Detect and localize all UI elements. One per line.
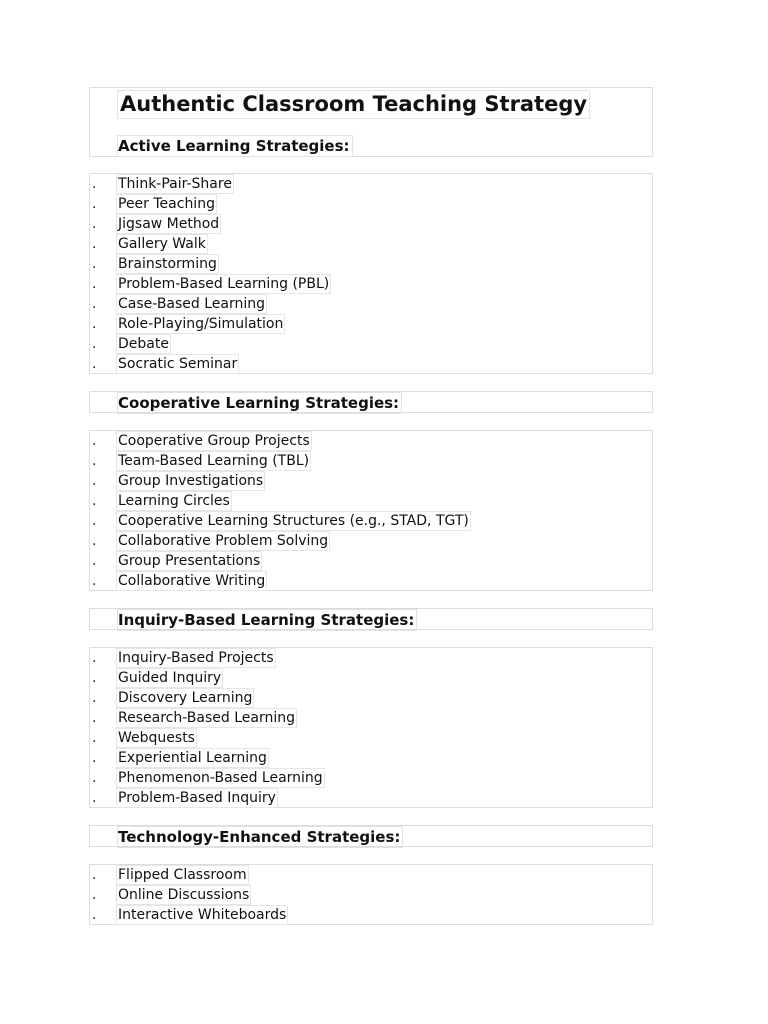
list-item-label: Online Discussions (118, 887, 250, 903)
list-item-label: Peer Teaching (118, 196, 215, 212)
list-item-label: Debate (118, 336, 169, 352)
bullet-marker: . (92, 453, 97, 469)
bullet-marker: . (92, 433, 97, 449)
section-heading-inquiry: Inquiry-Based Learning Strategies: (117, 609, 417, 631)
bullet-marker: . (92, 176, 97, 192)
list-item (90, 728, 652, 748)
bullet-marker: . (92, 296, 97, 312)
list-item-label: Learning Circles (118, 493, 230, 509)
bullet-marker: . (92, 553, 97, 569)
list-item-label: Phenomenon-Based Learning (118, 770, 323, 786)
list-item-label: Webquests (118, 730, 195, 746)
list-technology-enhanced (89, 864, 653, 925)
bullet-marker: . (92, 356, 97, 372)
list-item (90, 748, 652, 768)
bullet-marker: . (92, 887, 97, 903)
list-item-label: Collaborative Writing (118, 573, 266, 589)
list-item-label: Role-Playing/Simulation (118, 316, 284, 332)
list-item-label: Group Investigations (118, 473, 264, 489)
bullet-marker: . (92, 690, 97, 706)
list-item-label: Problem-Based Inquiry (118, 790, 276, 806)
list-item-label: Case-Based Learning (118, 296, 266, 312)
bullet-marker: . (92, 216, 97, 232)
list-inquiry-based-learning (89, 647, 653, 808)
bullet-marker: . (92, 513, 97, 529)
bullet-marker: . (92, 770, 97, 786)
list-item (90, 788, 652, 808)
list-item (90, 531, 652, 551)
bullet-marker: . (92, 710, 97, 726)
list-item-label: Gallery Walk (118, 236, 206, 252)
list-item-label: Group Presentations (118, 553, 261, 569)
list-item-label: Discovery Learning (118, 690, 253, 706)
bullet-marker: . (92, 867, 97, 883)
list-item-label: Guided Inquiry (118, 670, 222, 686)
bullet-marker: . (92, 473, 97, 489)
list-item-label: Flipped Classroom (118, 867, 247, 883)
list-cooperative-learning (89, 430, 653, 591)
section-heading-cooperative: Cooperative Learning Strategies: (117, 392, 402, 414)
list-item-label: Team-Based Learning (TBL) (118, 453, 310, 469)
bullet-marker: . (92, 256, 97, 272)
bullet-marker: . (92, 276, 97, 292)
title-block (89, 87, 653, 157)
bullet-marker: . (92, 236, 97, 252)
bullet-marker: . (92, 573, 97, 589)
list-item-label: Think-Pair-Share (118, 176, 232, 192)
list-item (90, 234, 652, 254)
list-item (90, 905, 652, 925)
bullet-marker: . (92, 336, 97, 352)
list-item (90, 334, 652, 354)
list-item (90, 471, 652, 491)
list-item (90, 254, 652, 274)
list-active-learning (89, 173, 653, 374)
bullet-marker: . (92, 790, 97, 806)
bullet-marker: . (92, 730, 97, 746)
list-item-label: Interactive Whiteboards (118, 907, 287, 923)
list-item (90, 174, 652, 194)
document-title: Authentic Classroom Teaching Strategy (117, 90, 590, 119)
list-item (90, 491, 652, 511)
list-item (90, 648, 652, 668)
list-item (90, 354, 652, 374)
list-item-label: Socratic Seminar (118, 356, 238, 372)
heading-block-inquiry (89, 608, 653, 630)
section-heading-technology: Technology-Enhanced Strategies: (117, 826, 403, 848)
heading-block-cooperative (89, 391, 653, 413)
list-item (90, 451, 652, 471)
list-item-label: Jigsaw Method (118, 216, 220, 232)
list-item-label: Cooperative Group Projects (118, 433, 310, 449)
list-item-label: Collaborative Problem Solving (118, 533, 329, 549)
list-item-label: Cooperative Learning Structures (e.g., STAD, TGT) (118, 513, 469, 529)
list-item (90, 431, 652, 451)
list-item-label: Problem-Based Learning (PBL) (118, 276, 330, 292)
list-item-label: Experiential Learning (118, 750, 267, 766)
bullet-marker: . (92, 493, 97, 509)
list-item (90, 511, 652, 531)
list-item (90, 668, 652, 688)
list-item-label: Brainstorming (118, 256, 217, 272)
list-item-label: Inquiry-Based Projects (118, 650, 274, 666)
list-item (90, 571, 652, 591)
bullet-marker: . (92, 670, 97, 686)
bullet-marker: . (92, 750, 97, 766)
heading-block-technology (89, 825, 653, 847)
list-item (90, 274, 652, 294)
list-item (90, 865, 652, 885)
section-heading-active: Active Learning Strategies: (117, 135, 353, 157)
bullet-marker: . (92, 907, 97, 923)
bullet-marker: . (92, 533, 97, 549)
bullet-marker: . (92, 196, 97, 212)
list-item (90, 688, 652, 708)
list-item (90, 885, 652, 905)
bullet-marker: . (92, 316, 97, 332)
list-item-label: Research-Based Learning (118, 710, 295, 726)
list-item (90, 194, 652, 214)
bullet-marker: . (92, 650, 97, 666)
list-item (90, 214, 652, 234)
list-item (90, 708, 652, 728)
list-item (90, 314, 652, 334)
list-item (90, 768, 652, 788)
list-item (90, 294, 652, 314)
list-item (90, 551, 652, 571)
